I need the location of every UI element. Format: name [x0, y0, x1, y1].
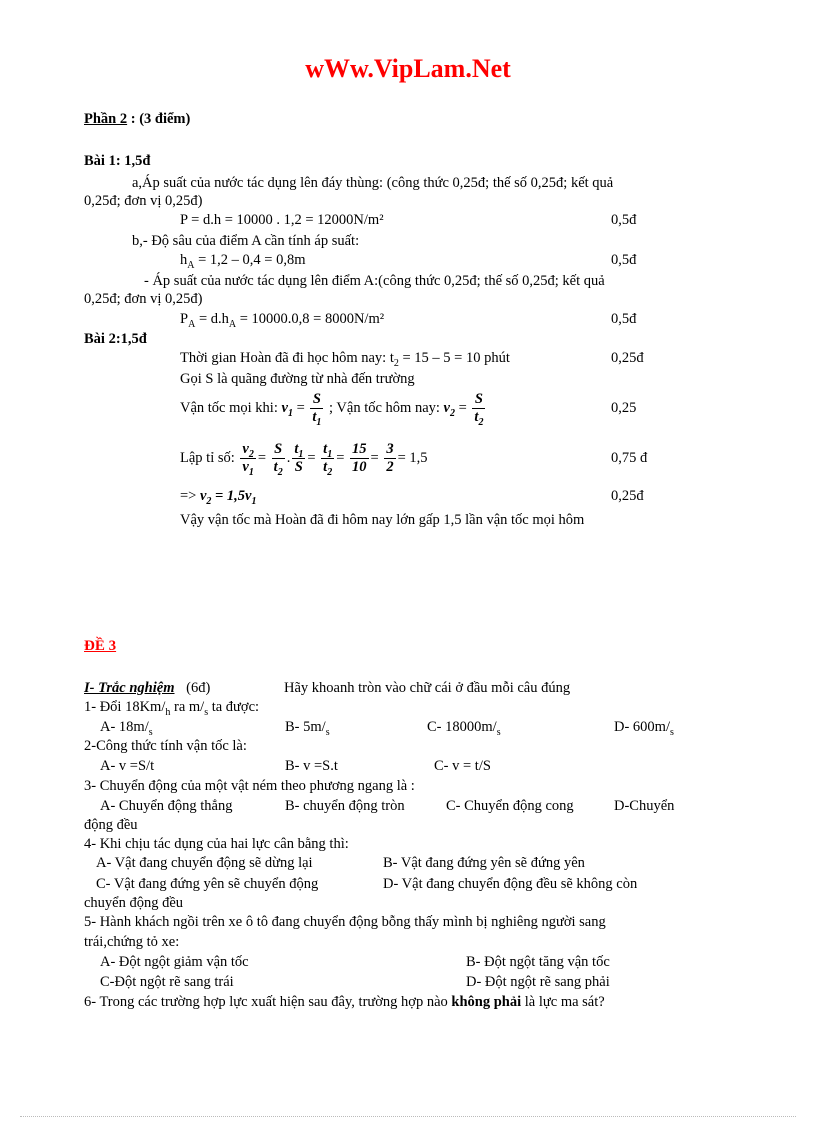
page-bottom-divider: [20, 1116, 796, 1117]
frac-num: S: [472, 391, 485, 409]
v1-symbol: $v_1$: [281, 400, 293, 419]
q1-option-d[interactable]: [614, 718, 674, 736]
q6-start: 6- Trong các trường hợp lực xuất hiện sau đây, trường hợp nào: [84, 994, 448, 1010]
bai1-pa-text: - Áp suất của nước tác dụng lên điểm A:(công thức 0,25đ; thế số 0,25đ; kết quả: [144, 273, 605, 289]
q4-option-a[interactable]: A- Vật đang chuyển động sẽ dừng lại: [96, 855, 313, 871]
bai2-velocity-line: Vận tốc mọi khi: $v_1$ = $\frac{S}{t_1}$ ; Vận tốc hôm nay: $v_2$ = $\frac{S}{t_2}$: [180, 391, 484, 429]
fraction-s-t2: [472, 391, 485, 429]
part2-score: : (3 điểm): [130, 111, 191, 127]
q1-option-c[interactable]: [427, 718, 501, 736]
q2-option-b[interactable]: B- v =S.t: [285, 758, 338, 774]
de3-title: ĐỀ 3: [84, 638, 117, 654]
q6-end: là lực ma sát?: [524, 994, 605, 1010]
q1-end: ta được:: [208, 699, 260, 715]
bai1-pa-cont: 0,25đ; đơn vị 0,25đ): [84, 291, 203, 307]
frac-den: $v_1$: [242, 459, 254, 479]
frac-num: $t_1$: [323, 441, 333, 461]
sub-s: s: [204, 706, 209, 718]
q4-option-b[interactable]: B- Vật đang đứng yên sẽ đứng yên: [383, 855, 585, 871]
frac-num: $v_2$: [242, 441, 254, 461]
bai2-line2: Gọi S là quãng đường từ nhà đến trường: [180, 371, 415, 387]
part2-heading: [84, 110, 190, 128]
bai1-a-cont: 0,25đ; đơn vị 0,25đ): [84, 193, 203, 209]
frac-num: 15: [352, 441, 367, 458]
sub-2: 2: [393, 357, 399, 369]
fraction-3-2: [384, 441, 395, 476]
sub-a: A: [188, 318, 196, 330]
bai1-b-text: b,- Độ sâu của điểm A cần tính áp suất:: [132, 233, 360, 249]
section-points: (6đ): [186, 680, 211, 696]
bai2-line5-score: 0,25đ: [611, 488, 644, 504]
pa-formula-mid: = d.h: [195, 311, 229, 327]
q1-text: 1- Đổi 18Km/: [84, 699, 166, 715]
ratio-result: = 1,5: [397, 450, 428, 466]
q1-d-text: D- 600m/: [614, 719, 670, 735]
q5: 5- Hành khách ngồi trên xe ô tô đang chuyển động bỗng thấy mình bị nghiêng người sang: [84, 914, 606, 930]
frac-num: S: [272, 441, 285, 459]
q1-option-a[interactable]: [100, 718, 153, 736]
frac-num: $t_1$: [294, 441, 304, 461]
q5-cont: trái,chứng tỏ xe:: [84, 934, 180, 950]
q3-option-c[interactable]: C- Chuyển động cong: [446, 798, 574, 814]
frac-den: $t_2$: [474, 409, 484, 429]
fraction-v2-v1: [240, 441, 255, 479]
fraction-t1-s: [292, 441, 305, 476]
fraction-s-t2: [272, 441, 285, 479]
sub-a: A: [228, 318, 237, 330]
bai1-pa-formula: $P_A = d.h_A = 10000.0,8 = 8000N/m^2$: [180, 311, 385, 330]
ha-formula-text: = 1,2 – 0,4 = 0,8m: [194, 252, 306, 268]
bai2-line1: [180, 349, 510, 367]
q1-option-b[interactable]: [285, 718, 330, 736]
bai2-line5: [180, 487, 257, 505]
v2-equals-1-5-v1: $v_2 = 1,5v_1$: [199, 488, 257, 507]
bai1-a-text: a,Áp suất của nước tác dụng lên đáy thùng: (công thức 0,25đ; thế số 0,25đ; kết quả: [132, 175, 614, 191]
velocity-usual-label: Vận tốc mọi khi:: [180, 400, 278, 416]
q2-option-c[interactable]: C- v = t/S: [434, 758, 491, 774]
bai2-conclusion: Vậy vận tốc mà Hoàn đã đi hôm nay lớn gấp 1,5 lần vận tốc mọi hôm: [180, 512, 585, 528]
fraction-s-t1: [310, 391, 323, 429]
q6-bold: không phải: [451, 994, 522, 1010]
sub-h: h: [165, 706, 171, 718]
q2: 2-Công thức tính vận tốc là:: [84, 738, 247, 754]
velocity-today-label: ; Vận tốc hôm nay:: [329, 400, 440, 416]
fraction-15-10: [350, 441, 369, 476]
bai2-title: Bài 2:1,5đ: [84, 331, 147, 347]
bai1-p-formula: P = d.h = 10000 . 1,2 = 12000N/m²: [180, 212, 384, 228]
fraction-t1-t2: [321, 441, 334, 479]
instruction: Hãy khoanh tròn vào chữ cái ở đầu mỗi câu đúng: [284, 680, 571, 696]
q4: 4- Khi chịu tác dụng của hai lực cân bằng thì:: [84, 836, 349, 852]
bai2-line4-score: 0,75 đ: [611, 450, 648, 466]
pa-formula-end: = 10000.0,8 = 8000N/m²: [236, 311, 385, 327]
bai1-p-score: 0,5đ: [611, 212, 637, 228]
q5-option-c[interactable]: C-Đột ngột rẽ sang trái: [100, 974, 234, 990]
q3-option-d-cont: động đều: [84, 817, 138, 833]
q1-mid: ra m/: [170, 699, 205, 715]
q1: [84, 698, 259, 716]
q4-option-d-cont: chuyển động đều: [84, 895, 184, 911]
frac-den: 2: [386, 459, 394, 476]
q3: 3- Chuyển động của một vật ném theo phương ngang là :: [84, 778, 415, 794]
frac-den: $t_2$: [323, 459, 333, 479]
site-header: wWw.VipLam.Net: [305, 54, 511, 83]
q4-option-c[interactable]: C- Vật đang đứng yên sẽ chuyển động: [96, 876, 319, 892]
sub-s: s: [669, 726, 674, 738]
sub-a: A: [187, 259, 195, 271]
bai2-ratio-line: Lập tỉ số: $\frac{v_2}{v_1}$ = $\frac{S}{t_2}$ . $\frac{t_1}{S}$ = $\frac{t_1}{t_2}$ = $\frac{15}{10}$ = $\frac{3}{2}$ = 1,5: [180, 441, 428, 479]
frac-num: S: [310, 391, 323, 409]
q3-option-b[interactable]: B- chuyển động tròn: [285, 798, 405, 814]
bai2-line1-score: 0,25đ: [611, 350, 644, 366]
q5-option-a[interactable]: A- Đột ngột giảm vận tốc: [100, 954, 249, 970]
sub-s: s: [496, 726, 501, 738]
q6: [84, 993, 605, 1011]
q1-c-text: C- 18000m/: [427, 719, 497, 735]
implies-arrow: =>: [180, 488, 197, 504]
bai1-ha-formula: $h_A = 1,2 - 0,4 = 0,8m$: [180, 252, 306, 271]
q1-b-text: B- 5m/: [285, 719, 326, 735]
bai1-pa-score: 0,5đ: [611, 311, 637, 327]
frac-num: 3: [386, 441, 394, 458]
bai2-line3-score: 0,25: [611, 400, 637, 416]
v2-symbol: $v_2$: [443, 400, 455, 419]
q5-option-d[interactable]: D- Đột ngột rẽ sang phải: [466, 974, 610, 990]
frac-den: $t_2$: [273, 459, 283, 479]
section-title: I- Trắc nghiệm: [84, 680, 175, 696]
de3-section-line: [84, 679, 210, 697]
frac-den: $t_1$: [312, 409, 322, 429]
q2-option-a[interactable]: A- v =S/t: [100, 758, 155, 774]
q4-option-d[interactable]: D- Vật đang chuyển động đều sẽ không còn: [383, 876, 638, 892]
bai2-line1-text: Thời gian Hoàn đã đi học hôm nay: t: [180, 350, 394, 366]
q5-option-b[interactable]: B- Đột ngột tăng vận tốc: [466, 954, 610, 970]
ratio-label: Lập tỉ số:: [180, 450, 235, 466]
q3-option-d[interactable]: D-Chuyển: [614, 798, 675, 814]
q3-option-a[interactable]: A- Chuyển động thẳng: [100, 798, 233, 814]
part2-title: Phần 2: [84, 111, 128, 127]
bai1-title: Bài 1: 1,5đ: [84, 153, 151, 169]
bai1-ha-score: 0,5đ: [611, 252, 637, 268]
sub-s: s: [325, 726, 330, 738]
frac-den: S: [294, 459, 303, 476]
frac-den: 10: [352, 459, 367, 476]
q1-a-text: A- 18m/: [100, 719, 149, 735]
bai2-line1-end: = 15 – 5 = 10 phút: [398, 350, 510, 366]
sub-s: s: [148, 726, 153, 738]
